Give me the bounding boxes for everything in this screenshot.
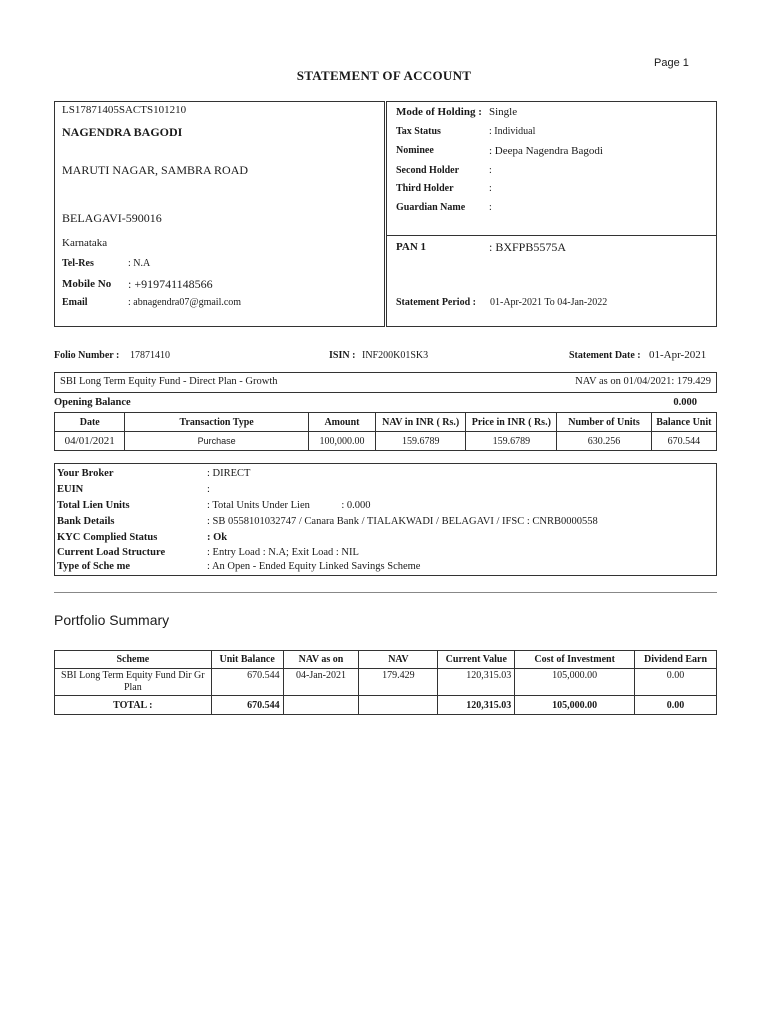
nominee-label: Nominee: [396, 145, 434, 156]
document-title: STATEMENT OF ACCOUNT: [296, 68, 472, 83]
pan-value: : BXFPB5575A: [489, 240, 567, 254]
third-holder-label: Third Holder: [396, 183, 454, 194]
col-header-cost-of-investment: Cost of Investment: [515, 651, 635, 669]
portfolio-scheme: SBI Long Term Equity Fund Dir Gr Plan: [55, 669, 212, 696]
mode-of-holding-value: Single: [489, 106, 518, 118]
kyc-label: KYC Complied Status: [57, 532, 158, 543]
col-header-dividend-earn: Dividend Earn: [635, 651, 717, 669]
total-dividend: 0.00: [635, 696, 717, 715]
portfolio-header-row: [55, 651, 717, 669]
address-line: MARUTI NAGAR, SAMBRA ROAD: [62, 163, 249, 177]
address-state: Karnataka: [62, 237, 108, 249]
col-header-unit-balance: Unit Balance: [211, 651, 283, 669]
tax-status-label: Tax Status: [396, 126, 441, 137]
opening-balance-label: Opening Balance: [54, 397, 131, 408]
transaction-table: [54, 412, 717, 451]
txn-date: 04/01/2021: [55, 432, 125, 451]
guardian-name-value: :: [489, 202, 492, 213]
investor-name: NAGENDRA BAGODI: [62, 125, 183, 139]
section-divider: [54, 592, 717, 593]
col-header-nav-as-on: NAV as on: [283, 651, 359, 669]
portfolio-current-value: 120,315.03: [438, 669, 515, 696]
mode-of-holding-label: Mode of Holding :: [396, 106, 482, 118]
table-row: [55, 669, 717, 696]
total-cost: 105,000.00: [515, 696, 635, 715]
scheme-type-value: : An Open - Ended Equity Linked Savings Scheme: [207, 561, 421, 572]
txn-amount: 100,000.00: [308, 432, 375, 451]
portfolio-nav: 179.429: [359, 669, 438, 696]
col-header-price: Price in INR ( Rs.): [466, 413, 557, 432]
pan-label: PAN 1: [396, 241, 427, 253]
opening-balance-value: 0.000: [673, 397, 697, 408]
portfolio-table: [54, 650, 717, 715]
page-number: Page 1: [654, 57, 689, 69]
broker-label: Your Broker: [57, 468, 114, 479]
statement-date-label: Statement Date :: [569, 350, 641, 361]
second-holder-label: Second Holder: [396, 165, 460, 176]
kyc-value: : Ok: [207, 532, 228, 543]
nominee-value: : Deepa Nagendra Bagodi: [489, 145, 603, 157]
folio-number-label: Folio Number :: [54, 350, 120, 361]
transaction-header-row: [55, 413, 717, 432]
scheme-bar: [54, 372, 717, 393]
portfolio-nav-date: 04-Jan-2021: [283, 669, 359, 696]
portfolio-total-row: [55, 696, 717, 715]
email-value: : abnagendra07@gmail.com: [128, 297, 242, 308]
load-structure-label: Current Load Structure: [57, 547, 166, 558]
account-code: LS17871405SACTS101210: [62, 104, 187, 116]
tax-status-value: : Individual: [489, 126, 536, 137]
total-label: TOTAL :: [55, 696, 212, 715]
broker-details-box: [54, 463, 717, 576]
col-header-transaction-type: Transaction Type: [125, 413, 308, 432]
col-header-current-value: Current Value: [438, 651, 515, 669]
col-header-balance-unit: Balance Unit: [651, 413, 716, 432]
statement-date-value: 01-Apr-2021: [649, 349, 707, 361]
guardian-name-label: Guardian Name: [396, 202, 466, 213]
portfolio-summary-title: Portfolio Summary: [54, 612, 170, 628]
total-current-value: 120,315.03: [438, 696, 515, 715]
portfolio-unit-balance: 670.544: [211, 669, 283, 696]
mobile-value: : +919741148566: [128, 277, 213, 291]
euin-value: :: [207, 484, 210, 495]
col-header-date: Date: [55, 413, 125, 432]
table-row: [55, 432, 717, 451]
third-holder-value: :: [489, 183, 492, 194]
tel-value: : N.A: [128, 258, 151, 269]
col-header-nav: NAV in INR ( Rs.): [376, 413, 466, 432]
col-header-units: Number of Units: [557, 413, 651, 432]
statement-period-label: Statement Period :: [396, 297, 476, 308]
bank-details-label: Bank Details: [57, 516, 115, 527]
isin-label: ISIN :: [329, 350, 356, 361]
broker-value: : DIRECT: [207, 468, 251, 479]
total-nav: [359, 696, 438, 715]
portfolio-cost: 105,000.00: [515, 669, 635, 696]
tel-label: Tel-Res: [62, 258, 94, 269]
txn-price: 159.6789: [466, 432, 557, 451]
euin-label: EUIN: [57, 484, 84, 495]
load-structure-value: : Entry Load : N.A; Exit Load : NIL: [207, 547, 359, 558]
total-nav-date: [283, 696, 359, 715]
txn-balance-unit: 670.544: [651, 432, 716, 451]
col-header-nav: NAV: [359, 651, 438, 669]
scheme-type-label: Type of Sche me: [57, 561, 131, 572]
folio-number-value: 17871410: [130, 350, 170, 361]
scheme-name: SBI Long Term Equity Fund - Direct Plan - Growth: [60, 376, 278, 387]
bank-details-value: : SB 0558101032747 / Canara Bank / TIALAKWADI / BELAGAVI / IFSC : CNRB0000558: [207, 516, 598, 527]
col-header-scheme: Scheme: [55, 651, 212, 669]
second-holder-value: :: [489, 165, 492, 176]
isin-value: INF200K01SK3: [362, 350, 429, 361]
lien-units-label: Total Lien Units: [57, 500, 130, 511]
txn-nav: 159.6789: [376, 432, 466, 451]
scheme-nav: NAV as on 01/04/2021: 179.429: [575, 376, 711, 387]
txn-type: Purchase: [125, 432, 308, 451]
address-city: BELAGAVI-590016: [62, 211, 162, 225]
holding-box-divider: [386, 235, 717, 236]
statement-period-value: 01-Apr-2021 To 04-Jan-2022: [490, 297, 608, 308]
email-label: Email: [62, 297, 88, 308]
lien-units-value: : Total Units Under Lien : 0.000: [207, 500, 371, 511]
col-header-amount: Amount: [308, 413, 375, 432]
mobile-label: Mobile No: [62, 278, 112, 290]
txn-units: 630.256: [557, 432, 651, 451]
total-unit-balance: 670.544: [211, 696, 283, 715]
portfolio-dividend: 0.00: [635, 669, 717, 696]
